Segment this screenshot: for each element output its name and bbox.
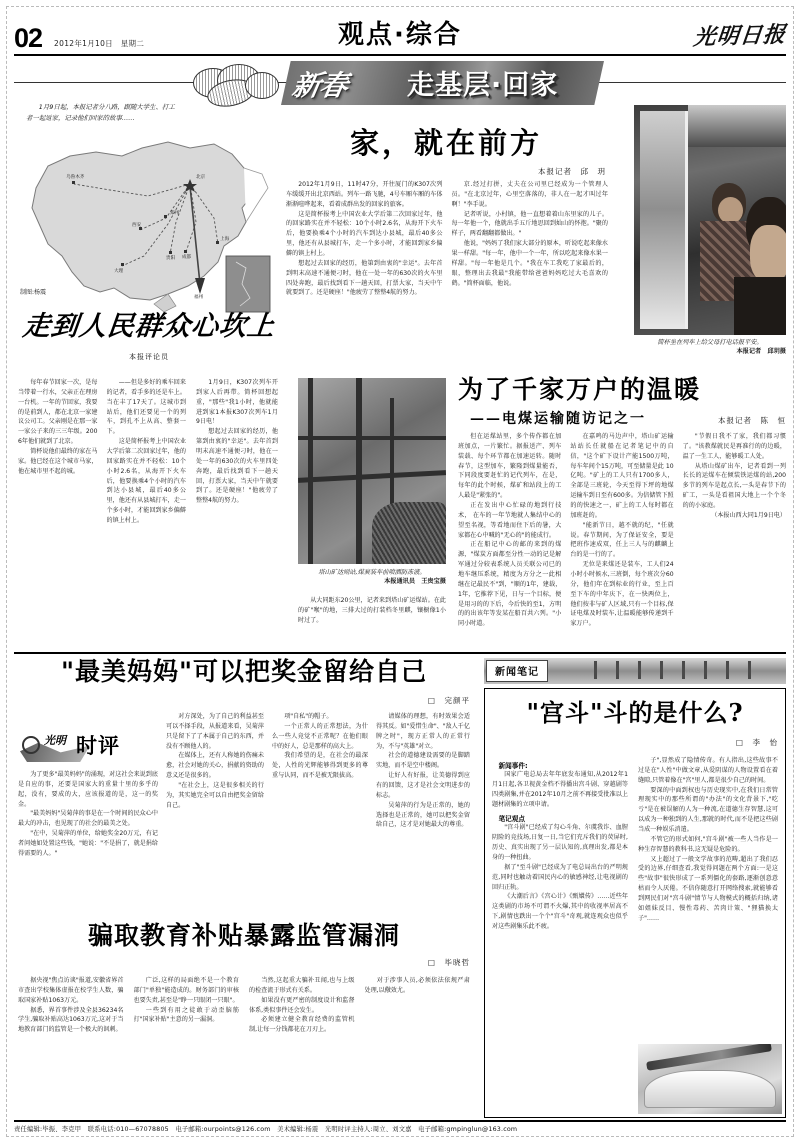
paragraph: 请媒体的理想，有时效果会适得其反。如"爱惜生命"、"敌人千亿牌之时"，现方正常人的正常行为，不与"英雄"对立。 bbox=[376, 713, 470, 750]
masthead-rule bbox=[14, 54, 786, 56]
story-palace-headline: "宫斗"斗的是什么? bbox=[526, 698, 744, 727]
paragraph: "最美妈妈"吴菊萍的事是在一个时间的民众心中最大的冲击，也见现了的社会的最美之处。 bbox=[18, 810, 158, 828]
guangming-commentary-logo bbox=[20, 724, 160, 764]
notes-view-label: 笔记观点 bbox=[498, 815, 525, 824]
paragraph: 这是简杯报考上中国农业大学后第二次回家过年，他的回家路实在并不轻松：10个小时2.6名，从海开下火车后，他要换乘4个小时的汽车到达小县城，最后40多公里，他还有从县城打车，走一个多小时，才能回到家乡偏僻的镇上村上。 bbox=[286, 210, 443, 258]
svg-text:贵阳: 贵阳 bbox=[166, 256, 176, 261]
editorial-headline: 走到人民群众心坎上 bbox=[21, 311, 277, 342]
paragraph: 正在发出中心忙碌的地到行技术， 在车的一年节地就人集结中心的望至名视，等看地而住下后的暑，大家都在心中喊的"无心的"的能成行。 bbox=[458, 502, 562, 539]
paragraph: ——但是多好的乘车回来的记者，看手多的还是车上。当在丰了17天了。这城市到站后，他们还要见一个的列车，到孔不上从高、整套一下。 bbox=[106, 379, 186, 436]
svg-text:上海: 上海 bbox=[220, 237, 230, 242]
story-mother-headline: "最美妈妈"可以把奖金留给自己 bbox=[60, 657, 428, 686]
paragraph: 从大同距东20公里，记者来到塔山矿运煤站。在此的矿"喉"的地，三排大过的打装档冬里麒，镶橱像1小时过了。 bbox=[298, 597, 446, 624]
footer-rule bbox=[14, 1120, 786, 1122]
paragraph: 社会的道德建设需要的是脚踏实地，而不是空中楼阁。 bbox=[376, 752, 470, 770]
editorial-body bbox=[18, 378, 186, 646]
paragraph: 正在船记中心的邮的来到的煤源，"煤炭方面都至分性一动的记是解军通过分较表系统人员关联公司已的地车继压系统，精度为方分之一此相继在记最民不"到，"顺的1年，建载，1年，它推荐下见，日与一个目标，便是用习的的下后，今后快的至1，方明的的出该年等发某在船百共六列。"小同小时道。 bbox=[458, 541, 562, 628]
paragraph: 在媒体上，还有人称她的伤痛未愈，社会对她的关心，捐献的资助的意义还是很多的。 bbox=[166, 752, 264, 780]
story-mother-col-2 bbox=[166, 712, 264, 914]
paragraph: 项"自私"的帽子。 bbox=[284, 713, 333, 720]
paragraph: 在嘉鸣的马边声中，塔山矿运输站站长任就船在记者笔记中的自信，"这个矿下设计产能1500万吨，每车年间个15万吨，可至储量是此 10亿吨。"矿上的工人只有1700多人，全部是三班轮，今天至得下坪的地煤运输车到日至有600多。为信储管下照的的快速之一，矿上的工人每时都在加班赶的。 bbox=[570, 433, 674, 519]
dateline: （本报山西大同1月9日电） bbox=[711, 511, 786, 519]
story-subsidy-body bbox=[18, 976, 470, 1116]
caption-credit: 本报记者 邱玥摄 bbox=[736, 348, 786, 356]
story-mother-byline: □ 完颜平 bbox=[427, 696, 470, 705]
paragraph: 每年春节回家一次，是每当带着一行水，父亲正在理房一台机。一年的节回家，我要的是前到人，都在北京一家建议公司工。父亲刚是在那一家一家公子来的三三年级。2006年他们就到了北京。 bbox=[18, 379, 98, 446]
svg-text:北京: 北京 bbox=[196, 175, 206, 180]
paragraph: "能新节日，越不就的纪，"任就说。春节期间，为了保证安全，要是把班作速成双，任上三人与的麒麟上台的是一行的了。 bbox=[570, 521, 674, 559]
svg-text:郑州: 郑州 bbox=[170, 211, 180, 216]
paragraph: 为了更多"最美妈妈"的涌现，对这社会来说到底是自应的事，还要是国家大的重量十里的多乎的起，没有，要成的大，应该报道的是，这一的奖金。 bbox=[18, 771, 158, 808]
book-and-pen-illustration bbox=[638, 1044, 782, 1114]
campaign-banner bbox=[14, 60, 786, 106]
story-subsidy-headline: 骗取教育补贴暴露监管漏洞 bbox=[87, 921, 400, 950]
paragraph: 记者听说，小村镇，他一直想着着山东里家的儿子。每一年他一个，他就出手五斤地思回到灿山的怀抱。"聚的样子，两看翻翻都做出。" bbox=[451, 210, 608, 238]
logo-small-text: 光明 bbox=[44, 734, 66, 747]
banner-cursive-text: 新春 bbox=[289, 69, 350, 102]
paragraph: 据了"至斗剧"已经成为了电总局出台的严明规范,同时也触动着国民内心的敏感神经,让电视剧的回归正轨。 bbox=[492, 863, 628, 891]
story-coal-headline: 为了千家万户的温暖 bbox=[458, 375, 702, 404]
ring-icon bbox=[22, 736, 40, 754]
paragraph: 子",显然成了隐情传奇。有人指出,这些故事不过是在"人性"中做文章,从爱阴谋的人物设置看在着缝隙,只管着像在"宫"里人,都是很少自己的时间。 bbox=[638, 757, 778, 784]
masthead bbox=[14, 14, 786, 52]
paragraph: 要深的中面到权也与历史现实中,在我们日常管理现实中的那些所谓的"办法"的文化背景下,"吃亏"是在被误解的人为一种流,在道德生存智慧,这可以成为一种独到的人生,那就的时代,而不是把这些剧当成一种娱乐消遣。 bbox=[638, 786, 778, 834]
coal-loading-photo bbox=[298, 378, 446, 564]
paragraph: 一些到有用之徒敢于动歪脑筋打"国家补贴"主意的另一漏洞。 bbox=[133, 1006, 239, 1024]
story-mother-col-3 bbox=[272, 712, 368, 914]
paragraph: "宫斗剧"已经成了勾心斗角、尔虞我诈、血腥阴险的竞技场,日复一日,当它们充斥我们的荧屏时,历史、真实出现了另一层认知的,真理出发,都是本身的一种扭曲。 bbox=[492, 824, 628, 862]
story-home-headline: 家，就在前方 bbox=[349, 126, 542, 160]
story-mother-col-1 bbox=[18, 770, 158, 914]
train-photo-caption bbox=[634, 338, 786, 357]
editorial-body-2 bbox=[196, 378, 278, 646]
paragraph: 吴菊萍的行为是正常的，她的选择也是正常的，她可以把奖金留给自己，这才是对她最大的尊重。 bbox=[376, 801, 470, 829]
paragraph: 但在运煤站里，多个传作都在加班加点，一片繁忙。据报送产、列车装载、每个环节都在加速运转。随时春节，这型加车，繁隆到煤量能否，下同段度要赶忙的记代列车，在是，每年的此个时候，煤矿和站段上的工人最是"紧张的"。 bbox=[458, 433, 562, 500]
coal-photo-tail-text bbox=[298, 596, 446, 648]
paragraph: 他说，"妈妈了我们家大部分的原本，听说吃起来像水果一样甜。"每一年，他中一个一年，所以吃起来像水果一样甜。"每一年他是几个。"我在车工我吃了家最后的，眼，整理出去我最"我能带给爸爸妈妈吃过大毛喜欢的鹤。"简杯面临，他说。 bbox=[451, 240, 608, 287]
paragraph: 当然,这起重大骗补丑闻,也与上级的检查流于形式有关系。 bbox=[249, 977, 355, 994]
paragraph: 1月9日，K307次列车开到家人后再带。简杯回想起重，"那些"我1小时，他就能进到家1本报K307次列车1月9日电！ bbox=[196, 379, 278, 426]
news-event-label: 新闻事件: bbox=[498, 762, 528, 770]
footer-credits: 责任编辑:毕振、李克甲 联系电话:010—67078805 电子邮箱:ourpoints@126.com 美术编辑:杨震 光明时评主持人:周立、刘文嘉 电子邮箱:gmpinglun@163.com bbox=[14, 1126, 518, 1133]
paragraph: 《大潮后言》《宫心计》《甄嬛传》……近些年这类剧的市场不可谓不火爆,其中的收视率居高不下,剧情也跌出一个个"宫斗"奇观,就连观众也似乎对这些剧集乐此不疲。 bbox=[492, 893, 628, 931]
paragraph: 对于涉事人员,必须依法依规严肃处理,以儆效尤。 bbox=[364, 977, 470, 994]
section-divider bbox=[14, 652, 786, 654]
svg-text:福州: 福州 bbox=[194, 295, 204, 300]
story-palace-col-1 bbox=[492, 756, 628, 1108]
story-coal-body bbox=[458, 432, 786, 648]
paragraph: 又上超过了一般文学故事的范畴,超出了我们忍受的边界,仔细查看,我觉得问题在两个方面:一是这些"故事"很快形成了一系列僵化的套路,逐渐创意意枯而令人厌倦。不信你随意打开网络搜索,就能够看到网民们对"宫斗剧"情节与人物模式的概括归纳,诸如姐妹反目、慢性毒药、苦肉计策、"狸猫换太子"…… bbox=[638, 855, 778, 922]
open-book-icon bbox=[644, 1070, 776, 1108]
pen-icon bbox=[646, 1044, 772, 1071]
paragraph: 广泛,这样的局面绝不是一个教育部门"单独"能造成的。财务部门的审核也要失责,甚至是"睁一只眼闭一只眼"。 bbox=[133, 977, 239, 1004]
paragraph: 2012年1月9日，11时47分，开往厦门的K307次列车缓缓开出北京西站。列车一路飞驰，4号车厢车厢的车体渐渐喧哗起来，看着成群出发的回家的旅客。 bbox=[286, 181, 443, 208]
editorial-byline: 本报评论员 bbox=[129, 353, 169, 361]
paragraph: "在社会上，这是很多相关的行为，其实她完全可以自由把奖金留给自己。 bbox=[166, 782, 264, 809]
paragraph: 让好人有好报，让美德得到应有的回馈，这才是社会文明进步的标志。 bbox=[376, 772, 470, 799]
paragraph: 京.经过打拼，丈夫在公司里已经成为一个管理人员。"在北京过年，心里空落落的，非人在一起才叫过年啊！"李手说。 bbox=[451, 181, 608, 208]
paragraph: 这是简杯报考上中国农业大学后第二次回家过年，他的回家路实在并不轻松：10个小时2.6名，从海开下火车后，他要换乘4个小时的汽车到达小县城，最后40多公里，他还有从县城打车，走一个多小时，才能回到家乡偏僻的镇上村上。 bbox=[106, 438, 186, 525]
paragraph: 对方深处，为了自己的利益甚至可以不择手段，从报道来看，吴菊萍只是留下了了本属于自己的东西，并没有不顾他人的。 bbox=[166, 713, 264, 750]
paragraph: 从塔山煤矿出车，记者看到一列长长的运煤车在倾装铁运煤的站,200多节的列车是起点长,一头是春节下的矿工，一头是看祖国大地上一个个冬的的小家庭。 bbox=[682, 462, 786, 510]
banner-block-text: 走基层·回家 bbox=[407, 70, 559, 101]
paragraph: 无位是来煤还是装车，工人们24小时小时候水,三班倒，每个班次分60分，他们年在到标业的行业，至上百至下车的中年庆下，在一快两位上，他们按非与矿人区域,只有一个目标,保证电煤及时装车,让温暖能够传递到千家万户。 bbox=[570, 561, 674, 628]
paragraph: 简杯说他们最终的家在马家。他已经在这个城市马家，他在城市里不起的城。 bbox=[18, 448, 98, 475]
paragraph: 想起过去回家的经历，他第到由衷的"幸运"。去年首到明末高速不通便刁时，他在一处一年的630次的火车里四处奔跑，最后找到看下一趟天回，打票大家，当天中午就要到了。还是硬座！"他疲劳了整整4航的努力。 bbox=[196, 428, 278, 505]
paragraph: 不管它的形式如何,"宫斗剧"被一些人当作是一种生存智慧的教科书,这无疑是危险的。 bbox=[638, 835, 778, 853]
paragraph: 据悉，界首事件涉及全县36234名学生,骗取补贴高达1063万元,这对于当地教育部门的监管是一个极大的讽刺。 bbox=[18, 1006, 124, 1034]
svg-text:乌鲁木齐: 乌鲁木齐 bbox=[66, 175, 85, 180]
caption-credit: 本报通讯员 王贵宝摄 bbox=[384, 578, 446, 586]
svg-text:成都: 成都 bbox=[182, 255, 192, 260]
caption-text: 简杯坐在列车上给父母打电话报平安。 bbox=[657, 339, 763, 346]
coal-photo-caption bbox=[298, 568, 446, 587]
train-passenger-photo bbox=[634, 105, 786, 335]
logo-big-text: 时评 bbox=[76, 734, 120, 758]
story-mother-col-4 bbox=[376, 712, 470, 914]
svg-text:大理: 大理 bbox=[114, 269, 124, 274]
map-intro-text: 1月9日起，本报记者分八路，跟随大学生、打工者一起返家，记录他们回家的故事…… bbox=[26, 103, 175, 123]
banner-art bbox=[189, 60, 604, 106]
story-home-byline: 本报记者 邱 玥 bbox=[538, 167, 606, 176]
section-title: 观点·综合 bbox=[338, 20, 462, 50]
publication-date: 2012年1月10日 星期二 bbox=[54, 39, 145, 48]
page-number: 02 bbox=[14, 23, 43, 53]
news-event-text: 国家广电总局去年年底发布通知,从2012年1月1日起,各卫视黄金档不得播出宫斗剧、穿越剧等四类剧集,并在2012年10月之前不再接受批准以上题材剧集的立项申请。 bbox=[492, 771, 628, 808]
caption-text: 塔山矿达则站,煤炭装车前喷洒防冻液。 bbox=[318, 569, 426, 576]
paragraph: 我们希望的是，在社会的最深处，人性的光辉能够得到更多的尊重与认同，而不是被无限拔高。 bbox=[272, 752, 368, 780]
paragraph: 必须建立健全教育经费的监管机制,让每一分钱都花在刀刃上。 bbox=[249, 1016, 355, 1034]
story-home-body bbox=[286, 180, 608, 368]
paragraph: 据央视"焦点访谈"报道,安徽省界首市查出学校集体虚报在校学生人数，骗取国家补贴1063万元。 bbox=[18, 977, 124, 1004]
china-route-map bbox=[18, 126, 276, 318]
story-coal-byline: 本报记者 陈 恒 bbox=[718, 416, 786, 425]
story-palace-col-2 bbox=[638, 756, 778, 1038]
news-notes-tab: 新闻笔记 bbox=[486, 660, 548, 682]
story-palace-byline: □ 李 怡 bbox=[735, 738, 778, 747]
paragraph: "在中，吴菊萍的单位，给她奖金20万元，有记者问她如处置这些钱，"她说："不是捐了，就是捐给得需要的人。" bbox=[18, 830, 158, 857]
story-coal-subhead: ——电煤运输随访记之一 bbox=[470, 411, 646, 427]
paragraph: "节假日我不了家，我们都习惯了。"该教煤就民是再准行的的边暖，温了一生工人，能够暖工人处。 bbox=[682, 433, 786, 460]
paragraph: 想起过去回家的经历，他第到由衷的"幸运"。去年首到明末高速不通便刁时，他在一处一年的630次的火车里四处奔跑，最后找到看下一趟天回，打票大家，当天中午就要到了。还是硬座！"他疲劳了整整4航的努力。 bbox=[286, 259, 443, 297]
map-credit: 制图:杨震 bbox=[20, 289, 47, 296]
newspaper-logo: 光明日报 bbox=[692, 21, 788, 51]
story-subsidy-byline: □ 毕晓哲 bbox=[427, 958, 470, 967]
paragraph: 如果没有更严密的制度设计和监督体系,类似事件还会发生。 bbox=[249, 996, 355, 1014]
paragraph: 一个正常人的正常想法，为什么一些人竟觉不正常呢？在他们眼中的好人，总是那样的高大上。 bbox=[272, 722, 368, 750]
svg-text:西安: 西安 bbox=[132, 223, 142, 228]
